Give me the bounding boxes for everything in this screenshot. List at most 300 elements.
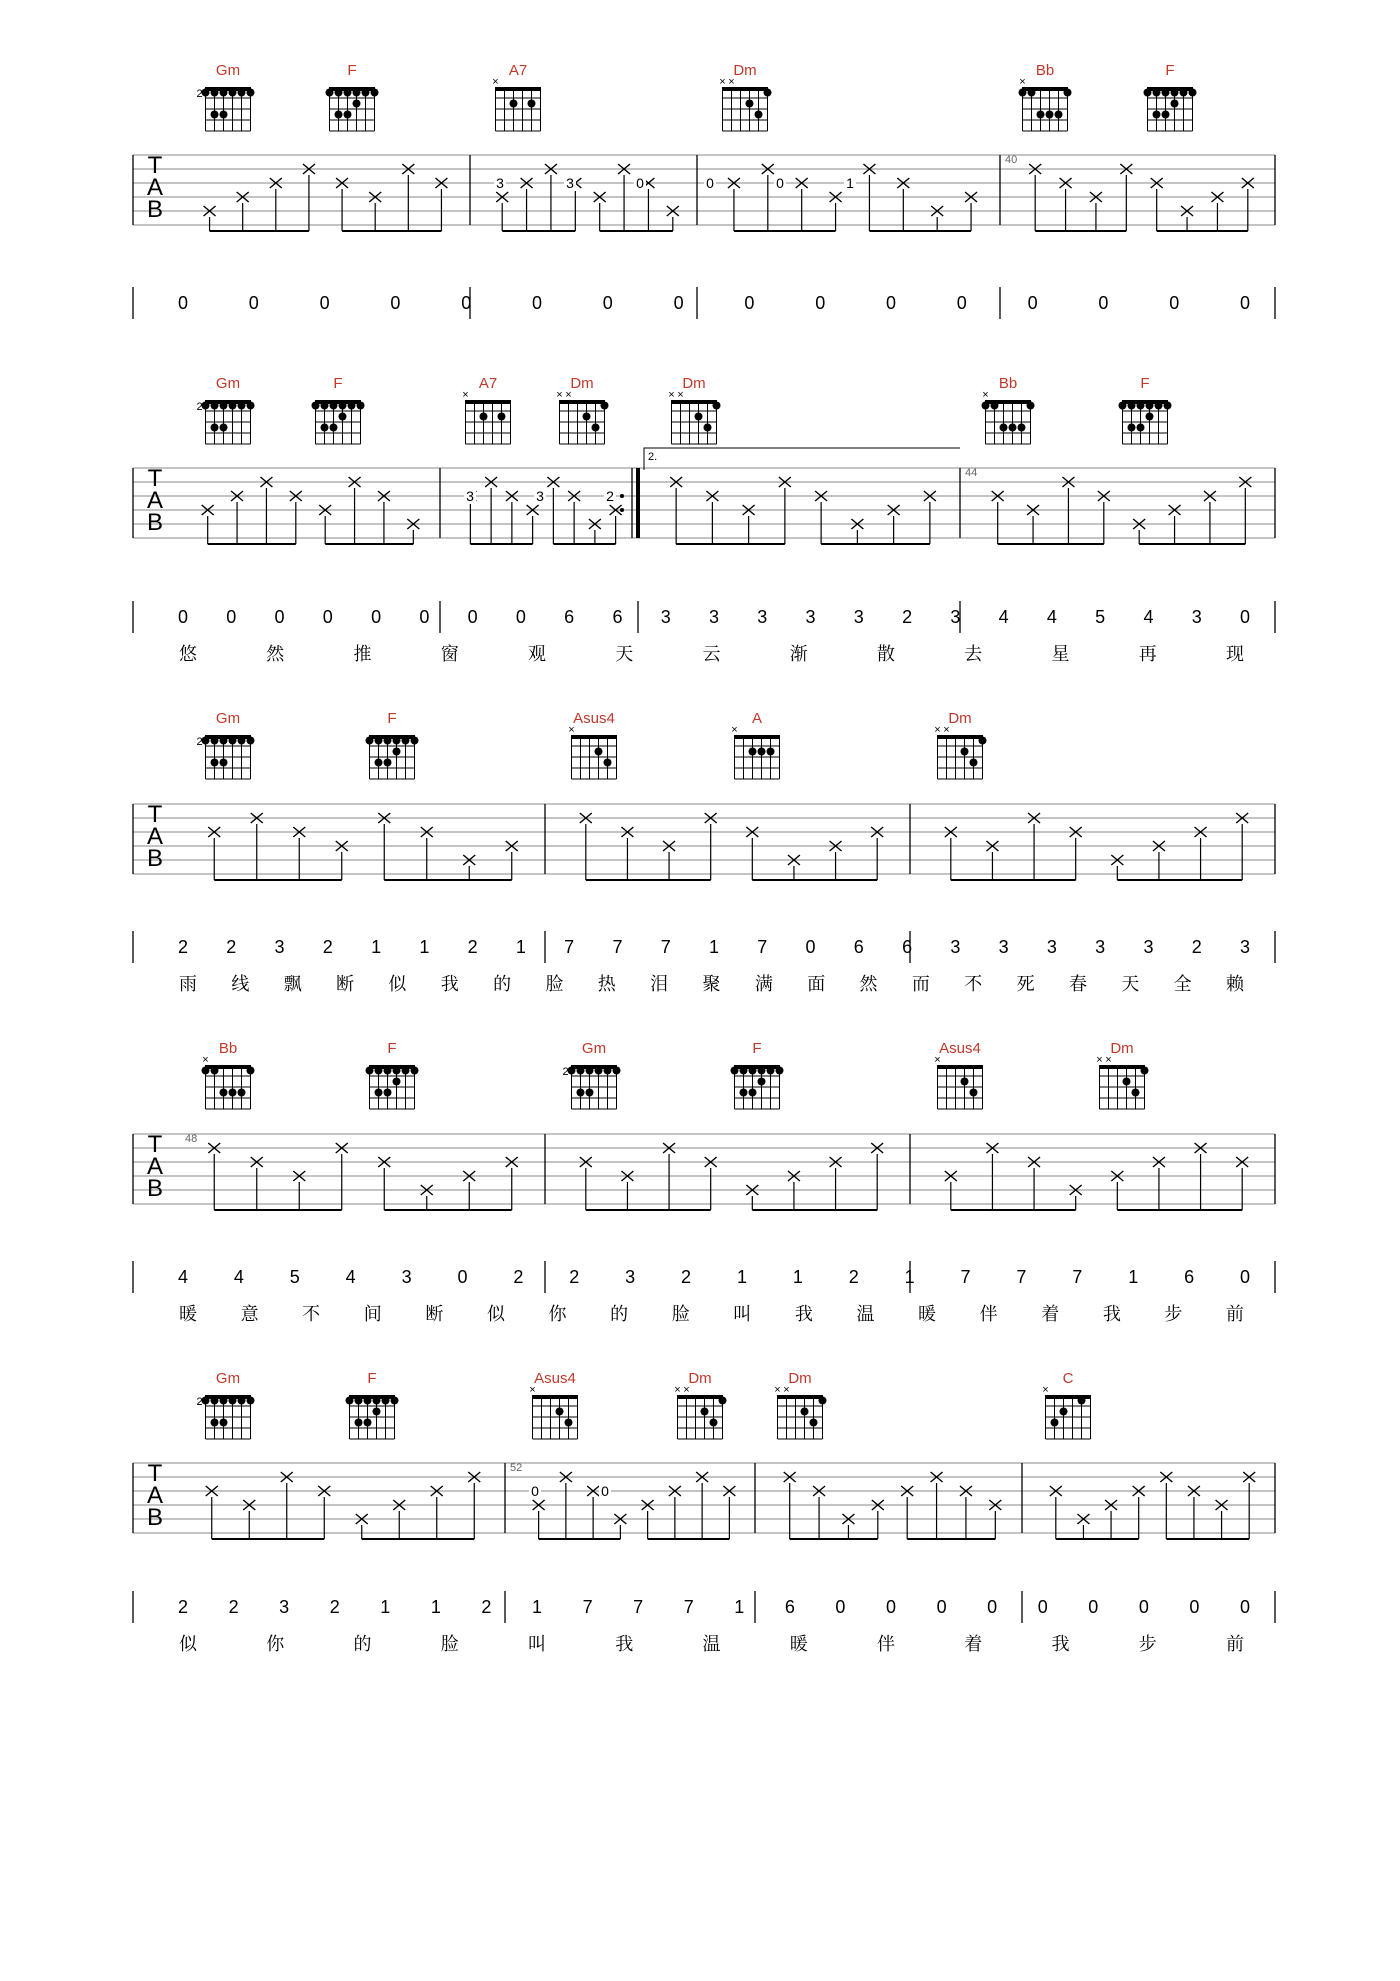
jianpu-note: 7	[582, 1597, 593, 1617]
chord-diagram-dm	[774, 1370, 826, 1439]
finger-dot	[220, 424, 228, 432]
tab-clef-letter: A	[146, 1482, 164, 1509]
lyric-char: 天	[1121, 974, 1140, 995]
chord-diagram-f	[1119, 375, 1172, 444]
chord-diagram-f	[366, 710, 419, 779]
finger-dot	[592, 424, 600, 432]
chord-name: F	[1165, 62, 1175, 79]
muted-string-mark: ×	[1105, 1054, 1112, 1066]
finger-dot	[393, 1067, 401, 1075]
jianpu-note: 2	[329, 1597, 340, 1617]
jianpu-note: 3	[950, 607, 961, 627]
chord-diagram-f	[1144, 62, 1197, 131]
chord-diagram-dm	[556, 375, 608, 444]
fret-number: 0	[531, 1483, 539, 1499]
jianpu-note: 0	[177, 293, 189, 313]
jianpu-note: 0	[1098, 293, 1109, 313]
finger-dot	[220, 402, 228, 410]
lyric-char: 脸	[440, 1634, 459, 1655]
finger-dot	[393, 1078, 401, 1086]
chord-name: Dm	[948, 710, 972, 727]
lyric-char: 云	[702, 644, 721, 665]
lyric-char: 雨	[179, 974, 197, 995]
finger-dot	[211, 737, 219, 745]
fret-number: 3	[466, 488, 474, 504]
fret-number: 3	[566, 175, 574, 191]
jianpu-note: 0	[248, 293, 259, 313]
finger-dot	[211, 402, 219, 410]
lyric-char: 赖	[1226, 974, 1244, 995]
finger-dot	[586, 1067, 594, 1075]
chord-diagram-gm	[562, 1040, 620, 1109]
lyric-char: 不	[302, 1304, 321, 1325]
finger-dot	[961, 748, 969, 756]
lyric-char: 热	[597, 974, 616, 995]
fret-number: 3	[536, 488, 544, 504]
finger-dot	[211, 89, 219, 97]
finger-dot	[391, 1397, 399, 1405]
finger-dot	[238, 402, 246, 410]
finger-dot	[384, 1067, 392, 1075]
chord-name: F	[1140, 375, 1150, 392]
finger-dot	[498, 413, 506, 421]
lyric-char: 散	[877, 644, 895, 665]
muted-string-mark: ×	[1042, 1384, 1049, 1396]
finger-dot	[371, 89, 379, 97]
tab-system	[133, 1370, 1275, 1655]
jianpu-note: 4	[233, 1267, 244, 1287]
chord-nut	[466, 400, 511, 404]
finger-dot	[1146, 413, 1154, 421]
jianpu-note: 7	[660, 937, 671, 957]
finger-dot	[1153, 111, 1161, 119]
finger-dot	[211, 759, 219, 767]
finger-dot	[1141, 1067, 1149, 1075]
jianpu-note: 5	[289, 1267, 300, 1287]
chord-name: Gm	[581, 1040, 607, 1057]
jianpu-note: 3	[805, 607, 816, 627]
lyric-char: 脸	[671, 1304, 690, 1325]
chord-name: Gm	[215, 1370, 241, 1387]
finger-dot	[364, 1397, 372, 1405]
tab-system	[133, 710, 1275, 995]
finger-dot	[764, 89, 772, 97]
tab-clef-letter: T	[147, 1460, 163, 1487]
jianpu-note: 1	[531, 1597, 543, 1617]
jianpu-note: 0	[1189, 1597, 1200, 1617]
fret-number: 0	[776, 175, 784, 191]
finger-dot	[480, 413, 488, 421]
finger-dot	[1128, 402, 1136, 410]
finger-dot	[1060, 1408, 1068, 1416]
jianpu-note: 3	[625, 1267, 636, 1287]
tab-clef-letter: T	[147, 465, 163, 492]
finger-dot	[704, 424, 712, 432]
jianpu-note: 0	[1138, 1597, 1149, 1617]
muted-string-mark: ×	[783, 1384, 790, 1396]
finger-dot	[335, 89, 343, 97]
lyric-char: 现	[1226, 644, 1244, 665]
jianpu-note: 6	[564, 607, 575, 627]
finger-dot	[776, 1067, 784, 1075]
finger-dot	[749, 748, 757, 756]
finger-dot	[202, 737, 210, 745]
muted-string-mark: ×	[728, 76, 735, 88]
lyric-char: 满	[754, 974, 773, 995]
finger-dot	[1119, 402, 1127, 410]
tab-clef-letter: A	[146, 487, 164, 514]
jianpu-note: 3	[401, 1267, 412, 1287]
finger-dot	[1027, 402, 1035, 410]
tab-system	[133, 375, 1275, 665]
jianpu-note: 3	[1191, 607, 1202, 627]
chord-diagram-dm	[719, 62, 771, 131]
finger-dot	[819, 1397, 827, 1405]
finger-dot	[346, 1397, 354, 1405]
finger-dot	[1046, 111, 1054, 119]
lyric-char: 死	[1016, 974, 1035, 995]
chord-diagram-dm	[1096, 1040, 1148, 1109]
jianpu-note: 0	[1239, 607, 1251, 627]
chord-diagram-bb	[202, 1040, 255, 1109]
chord-name: F	[387, 710, 397, 727]
finger-dot	[353, 100, 361, 108]
jianpu-note: 3	[998, 937, 1009, 957]
lyric-char: 的	[610, 1304, 629, 1325]
finger-dot	[528, 100, 536, 108]
jianpu-note: 0	[1239, 1597, 1251, 1617]
chord-diagram-bb	[1019, 62, 1072, 131]
finger-dot	[1128, 424, 1136, 432]
jianpu-note: 0	[457, 1267, 468, 1287]
jianpu-note: 0	[515, 607, 526, 627]
finger-dot	[1028, 89, 1036, 97]
chord-diagram-dm	[674, 1370, 726, 1439]
finger-dot	[220, 89, 228, 97]
jianpu-note: 6	[902, 937, 913, 957]
muted-string-mark: ×	[462, 389, 469, 401]
muted-string-mark: ×	[202, 1054, 209, 1066]
finger-dot	[695, 413, 703, 421]
chord-diagram-a7	[462, 375, 510, 444]
lyric-char: 我	[440, 974, 459, 995]
finger-dot	[731, 1067, 739, 1075]
lyric-char: 我	[794, 1304, 813, 1325]
finger-dot	[991, 402, 999, 410]
finger-dot	[393, 737, 401, 745]
jianpu-note: 1	[419, 937, 430, 957]
chord-diagram-gm	[196, 710, 254, 779]
muted-string-mark: ×	[934, 1054, 941, 1066]
finger-dot	[247, 1397, 255, 1405]
chord-name: F	[752, 1040, 762, 1057]
chord-name: C	[1062, 1370, 1074, 1387]
finger-dot	[1123, 1078, 1131, 1086]
jianpu-note: 1	[515, 937, 526, 957]
finger-dot	[749, 1089, 757, 1097]
chord-name: A7	[508, 62, 528, 79]
chord-diagram-f	[731, 1040, 784, 1109]
chord-nut	[533, 1395, 578, 1399]
finger-dot	[1051, 1419, 1059, 1427]
muted-string-mark: ×	[492, 76, 499, 88]
finger-dot	[758, 748, 766, 756]
finger-dot	[1018, 424, 1026, 432]
finger-dot	[1055, 111, 1063, 119]
finger-dot	[1037, 111, 1045, 119]
muted-string-mark: ×	[677, 389, 684, 401]
chord-name: Gm	[215, 62, 241, 79]
finger-dot	[1144, 89, 1152, 97]
finger-dot	[568, 1067, 576, 1075]
jianpu-note: 2	[569, 1267, 580, 1287]
finger-dot	[1180, 89, 1188, 97]
finger-dot	[238, 1089, 246, 1097]
finger-dot	[229, 737, 237, 745]
lyric-char: 暖	[918, 1304, 937, 1325]
lyric-char: 脸	[545, 974, 564, 995]
muted-string-mark: ×	[719, 76, 726, 88]
muted-string-mark: ×	[529, 1384, 536, 1396]
chord-name: F	[367, 1370, 377, 1387]
lyric-char: 似	[486, 1304, 505, 1325]
chord-diagram-asus4	[934, 1040, 982, 1109]
tab-clef-letter: A	[146, 823, 164, 850]
lyric-char: 叫	[528, 1634, 546, 1655]
chord-name: A	[751, 710, 763, 727]
finger-dot	[604, 1067, 612, 1075]
tab-clef-letter: B	[146, 1175, 164, 1202]
chord-name: Asus4	[939, 1040, 981, 1057]
jianpu-note: 7	[612, 937, 623, 957]
finger-dot	[565, 1419, 573, 1427]
fret-position-label: 2	[196, 1396, 203, 1408]
finger-dot	[713, 402, 721, 410]
chord-name: A7	[478, 375, 498, 392]
fret-position-label: 2	[196, 401, 203, 413]
jianpu-note: 0	[602, 293, 613, 313]
tab-clef-letter: B	[146, 845, 164, 872]
finger-dot	[1064, 89, 1072, 97]
tab-system	[133, 1040, 1275, 1325]
jianpu-note: 3	[708, 607, 720, 627]
jianpu-note: 0	[467, 607, 478, 627]
chord-diagram-f	[366, 1040, 419, 1109]
fret-number: 2	[606, 488, 614, 504]
jianpu-note: 0	[805, 937, 816, 957]
jianpu-note: 1	[708, 937, 720, 957]
lyric-char: 步	[1164, 1304, 1183, 1325]
finger-dot	[1153, 89, 1161, 97]
jianpu-note: 2	[177, 1597, 189, 1617]
lyric-char: 你	[548, 1304, 567, 1325]
finger-dot	[321, 424, 329, 432]
lyric-char: 然	[859, 974, 878, 995]
jianpu-note: 0	[956, 293, 967, 313]
fret-number: 0	[706, 175, 714, 191]
volta-label: 2.	[648, 451, 658, 463]
finger-dot	[1000, 424, 1008, 432]
finger-dot	[211, 111, 219, 119]
jianpu-note: 4	[177, 1267, 189, 1287]
jianpu-note: 0	[987, 1597, 998, 1617]
muted-string-mark: ×	[668, 389, 675, 401]
chord-name: Gm	[215, 710, 241, 727]
jianpu-note: 4	[1143, 607, 1154, 627]
finger-dot	[402, 737, 410, 745]
jianpu-note: 0	[885, 1597, 897, 1617]
tab-clef-letter: A	[146, 1153, 164, 1180]
chord-diagram-asus4	[529, 1370, 577, 1439]
lyric-char: 星	[1051, 644, 1070, 665]
jianpu-note: 3	[853, 607, 864, 627]
finger-dot	[740, 1067, 748, 1075]
finger-dot	[719, 1397, 727, 1405]
muted-string-mark: ×	[565, 389, 572, 401]
finger-dot	[1171, 89, 1179, 97]
finger-dot	[211, 424, 219, 432]
lyric-char: 断	[336, 974, 355, 995]
finger-dot	[375, 759, 383, 767]
chord-name: Dm	[570, 375, 594, 392]
jianpu-note: 2	[226, 937, 237, 957]
chord-diagram-c	[1042, 1370, 1090, 1439]
jianpu-note: 0	[461, 293, 472, 313]
chord-diagram-a7	[492, 62, 540, 131]
finger-dot	[357, 402, 365, 410]
lyric-char: 渐	[789, 644, 808, 665]
lyric-char: 我	[1102, 1304, 1121, 1325]
finger-dot	[577, 1089, 585, 1097]
lyric-char: 观	[528, 644, 546, 665]
lyric-char: 我	[1051, 1634, 1070, 1655]
lyric-char: 着	[1041, 1304, 1060, 1325]
finger-dot	[583, 413, 591, 421]
finger-dot	[312, 402, 320, 410]
jianpu-note: 0	[419, 607, 430, 627]
jianpu-note: 3	[660, 607, 671, 627]
jianpu-note: 3	[1046, 937, 1057, 957]
jianpu-note: 6	[1184, 1267, 1195, 1287]
finger-dot	[344, 111, 352, 119]
finger-dot	[1162, 111, 1170, 119]
jianpu-note: 1	[430, 1597, 441, 1617]
finger-dot	[202, 1397, 210, 1405]
lyric-char: 而	[911, 974, 930, 995]
jianpu-note: 4	[998, 607, 1009, 627]
jianpu-note: 0	[177, 607, 189, 627]
jianpu-note: 0	[1088, 1597, 1099, 1617]
tab-system	[133, 62, 1275, 319]
jianpu-note: 3	[279, 1597, 290, 1617]
finger-dot	[335, 111, 343, 119]
finger-dot	[586, 1089, 594, 1097]
finger-dot	[348, 402, 356, 410]
jianpu-note: 0	[371, 607, 382, 627]
finger-dot	[238, 1397, 246, 1405]
finger-dot	[330, 424, 338, 432]
lyric-char: 伴	[877, 1634, 895, 1655]
chord-diagram-gm	[196, 375, 254, 444]
chord-diagram-dm	[668, 375, 720, 444]
finger-dot	[355, 1397, 363, 1405]
muted-string-mark: ×	[1019, 76, 1026, 88]
finger-dot	[1189, 89, 1197, 97]
finger-dot	[326, 89, 334, 97]
jianpu-note: 4	[1046, 607, 1057, 627]
finger-dot	[220, 1089, 228, 1097]
finger-dot	[767, 748, 775, 756]
jianpu-note: 1	[734, 1597, 745, 1617]
finger-dot	[1137, 402, 1145, 410]
finger-dot	[220, 1397, 228, 1405]
lyric-char: 聚	[702, 974, 721, 995]
lyric-char: 温	[856, 1304, 875, 1325]
finger-dot	[1019, 89, 1027, 97]
jianpu-note: 0	[322, 607, 333, 627]
chord-name: Dm	[733, 62, 757, 79]
chord-name: Asus4	[573, 710, 615, 727]
lyric-char: 断	[425, 1304, 444, 1325]
jianpu-note: 2	[513, 1267, 524, 1287]
finger-dot	[220, 1419, 228, 1427]
finger-dot	[220, 759, 228, 767]
lyric-char: 伴	[979, 1304, 998, 1325]
lyric-char: 然	[266, 644, 285, 665]
jianpu-note: 3	[1143, 937, 1154, 957]
muted-string-mark: ×	[982, 389, 989, 401]
tab-clef-letter: B	[146, 196, 164, 223]
jianpu-note: 3	[950, 937, 961, 957]
jianpu-note: 3	[1095, 937, 1106, 957]
fret-number: 3	[496, 175, 504, 191]
lyric-char: 线	[231, 974, 250, 995]
chord-diagram-bb	[982, 375, 1035, 444]
finger-dot	[247, 1067, 255, 1075]
finger-dot	[355, 1419, 363, 1427]
finger-dot	[1164, 402, 1172, 410]
lyric-char: 悠	[179, 644, 197, 665]
jianpu-note: 1	[736, 1267, 747, 1287]
lyric-char: 再	[1138, 644, 1157, 665]
lyric-char: 去	[964, 644, 983, 665]
jianpu-note: 7	[633, 1597, 644, 1617]
finger-dot	[238, 737, 246, 745]
tab-clef-letter: A	[146, 174, 164, 201]
chord-nut	[496, 87, 541, 91]
finger-dot	[366, 737, 374, 745]
finger-dot	[1171, 100, 1179, 108]
lyric-char: 面	[807, 974, 826, 995]
repeat-dot	[620, 508, 624, 512]
jianpu-note: 2	[848, 1267, 859, 1287]
jianpu-note: 2	[322, 937, 333, 957]
lyric-char: 似	[179, 1634, 197, 1655]
finger-dot	[202, 89, 210, 97]
tab-clef-letter: B	[146, 509, 164, 536]
finger-dot	[1137, 424, 1145, 432]
jianpu-note: 1	[904, 1267, 915, 1287]
jianpu-note: 0	[936, 1597, 947, 1617]
chord-nut	[572, 735, 617, 739]
finger-dot	[1078, 1397, 1086, 1405]
finger-dot	[411, 737, 419, 745]
muted-string-mark: ×	[568, 724, 575, 736]
jianpu-note: 0	[885, 293, 897, 313]
finger-dot	[247, 402, 255, 410]
lyric-char: 间	[363, 1304, 382, 1325]
finger-dot	[402, 1067, 410, 1075]
